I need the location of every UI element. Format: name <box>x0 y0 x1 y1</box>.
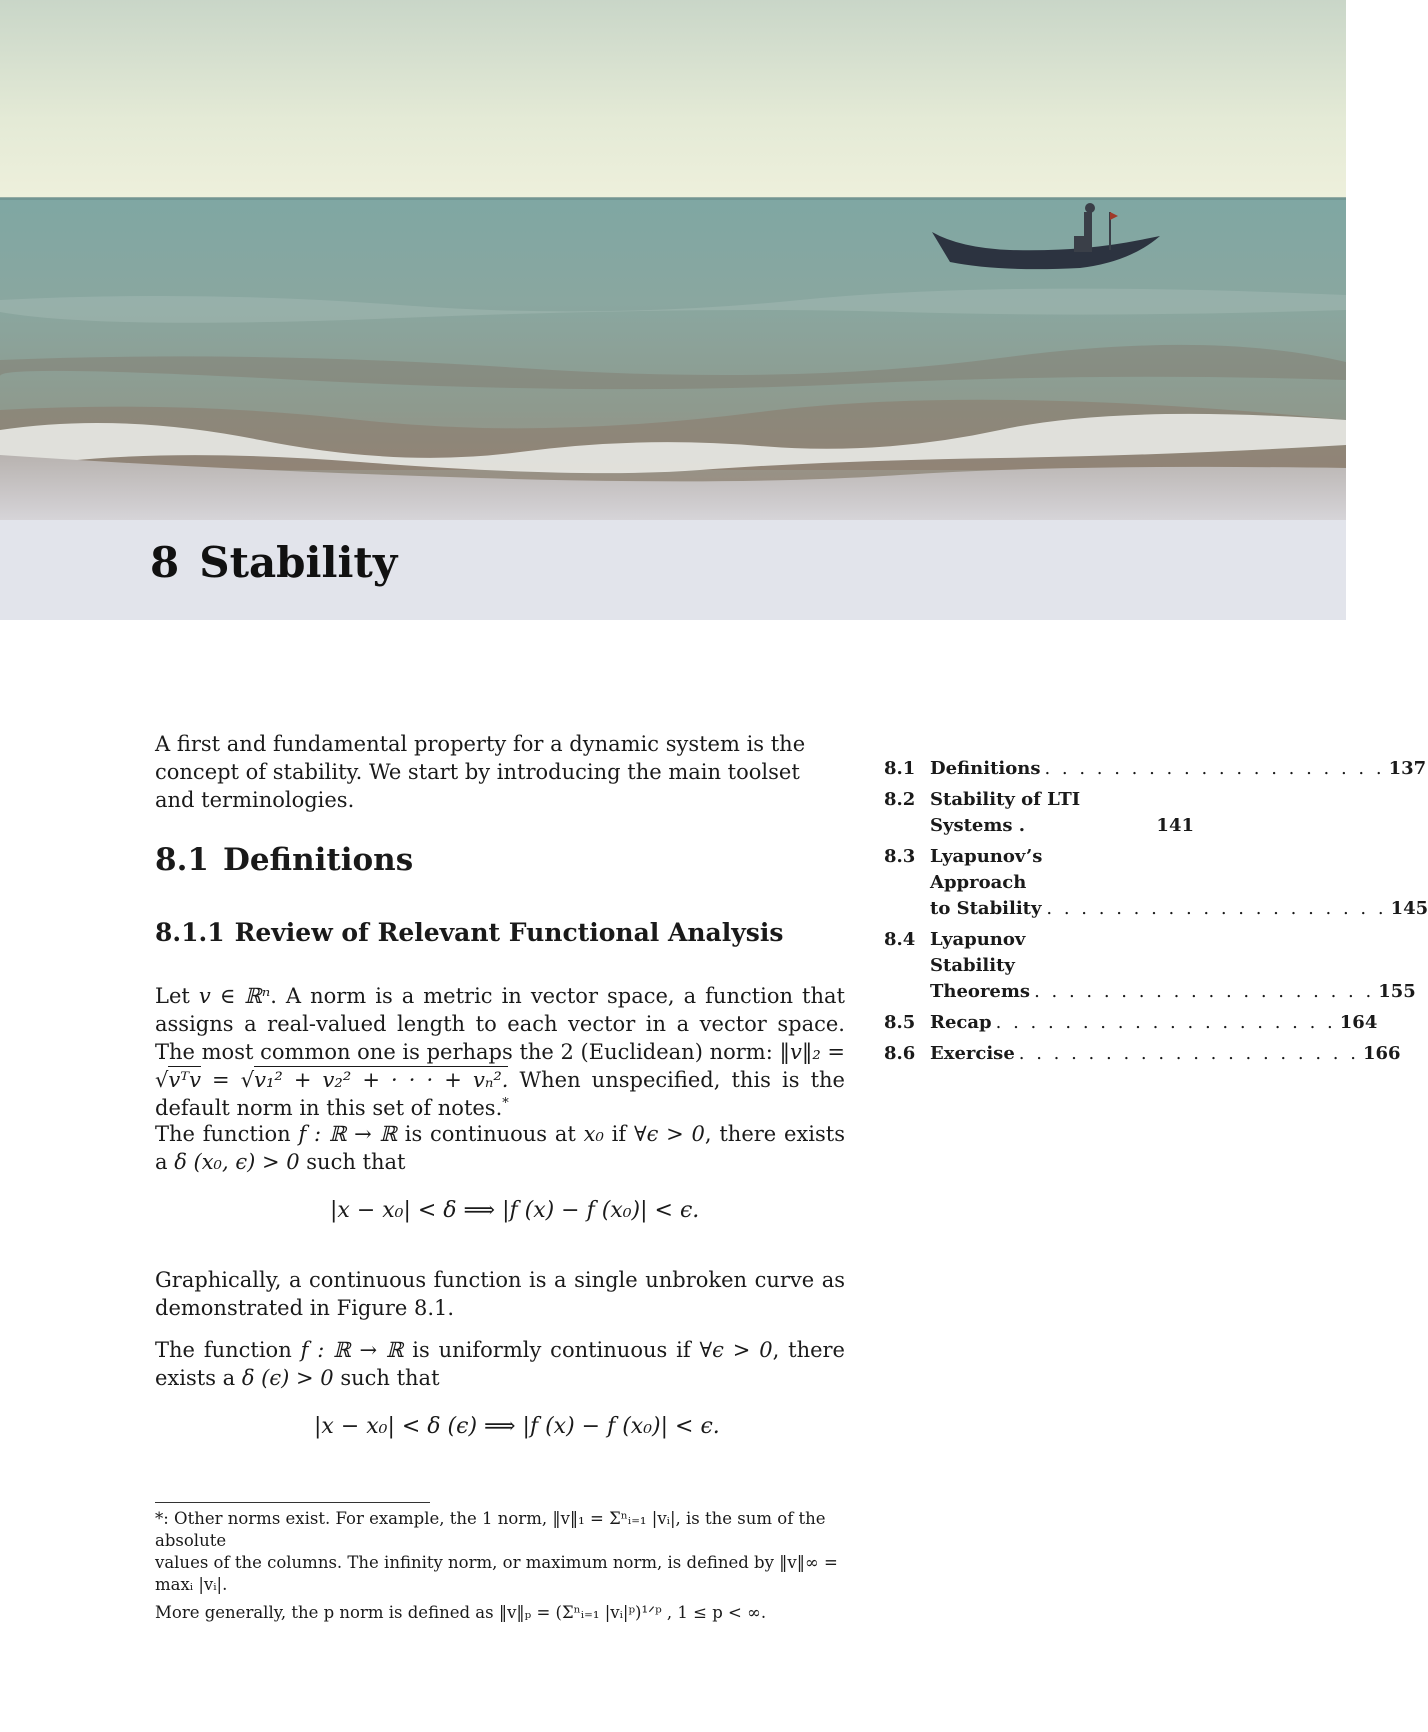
subsection-number: 8.1.1 <box>155 918 225 947</box>
chapter-title-text: Stability <box>199 538 398 587</box>
toc-number: 8.3 <box>884 846 916 867</box>
norm-paragraph: Let v ∈ ℝⁿ. A norm is a metric in vector space, a function that assigns a real-valued length to each vector in a vector space. The most common one is perhaps the 2 (Euclidean) norm: ‖v‖₂ = √vᵀv = √v₁² + v₂² + · · · + vₙ². When unspecified, this is the default norm in this set of notes.* <box>155 984 846 1120</box>
toc-page: 164 <box>1339 1012 1378 1033</box>
toc-number: 8.2 <box>884 789 916 810</box>
toc-item[interactable] <box>884 927 1416 1005</box>
p2-text-c: if <box>603 1122 634 1146</box>
math-forall-eps: ∀ϵ > 0 <box>633 1122 705 1146</box>
toc-item[interactable] <box>884 844 1428 922</box>
toc-number: 8.4 <box>884 929 916 950</box>
toc-title: Recap <box>930 1012 992 1033</box>
toc-number: 8.1 <box>884 758 916 779</box>
p3-text: Graphically, a continuous function is a single unbroken curve as demonstrated in Figure 8.1. <box>155 1268 845 1320</box>
toc-number: 8.5 <box>884 1012 916 1033</box>
section-number: 8.1 <box>155 842 209 878</box>
math-delta-x0-eps: δ (x₀, ϵ) > 0 <box>174 1150 300 1174</box>
toc-leader: . . . . . . . . . . . . . . . . . . . . <box>1018 1043 1359 1064</box>
p1-text-b: . A norm is a metric in vector space, a function that assigns a real-valued length to each vector in a vector space. The most common one is perhaps the 2 (Euclidean) norm: <box>155 984 845 1064</box>
toc-number: 8.6 <box>884 1043 916 1064</box>
toc-item[interactable] <box>884 1041 1401 1067</box>
toc-page: 137 <box>1388 758 1427 779</box>
math-x0: x₀ <box>583 1122 604 1146</box>
toc-page: 166 <box>1362 1043 1401 1064</box>
toc-title: Lyapunov Stability Theorems <box>930 929 1031 1002</box>
footnote <box>155 1508 845 1624</box>
graphical-paragraph <box>155 1266 845 1322</box>
intro-text: A first and fundamental property for a dynamic system is the concept of stability. We start by introducing the main toolset and terminologies. <box>155 732 806 812</box>
math-f-map-2: f : ℝ → ℝ <box>300 1338 404 1362</box>
footnote-line-2: values of the columns. The infinity norm, or maximum norm, is defined by ‖v‖∞ = maxᵢ |vᵢ|. <box>155 1553 838 1594</box>
p4-text-a: The function <box>155 1338 301 1362</box>
math-norm2-rhs: v₁² + v₂² + · · · + vₙ². <box>254 1068 509 1092</box>
toc-title: Lyapunov’s Approach to Stability <box>930 846 1043 919</box>
toc-item[interactable] <box>884 756 1427 782</box>
p4-text-c: , there exists a <box>155 1338 845 1390</box>
toc-item[interactable] <box>884 1010 1378 1036</box>
p4-text-d: such that <box>333 1366 440 1390</box>
continuity-equation: |x − x₀| < δ ⟹ |f (x) − f (x₀)| < ϵ. <box>330 1198 700 1223</box>
p2-text-a: The function <box>155 1122 299 1146</box>
p1-text-a: Let <box>155 984 199 1008</box>
footnote-rule <box>155 1502 430 1503</box>
p2-text-e: such that <box>299 1150 406 1174</box>
footnote-line-3: More generally, the p norm is defined as ‖v‖ₚ = (Σⁿᵢ₌₁ |vᵢ|ᵖ)¹ᐟᵖ , 1 ≤ p < ∞. <box>155 1603 767 1622</box>
p2-text-b: is continuous at <box>396 1122 584 1146</box>
uniform-continuity-equation: |x − x₀| < δ (ϵ) ⟹ |f (x) − f (x₀)| < ϵ. <box>314 1414 720 1439</box>
section-heading <box>155 842 413 878</box>
math-v-in-rn: v ∈ ℝⁿ <box>198 984 271 1008</box>
p2-text-d: , there exists a <box>155 1122 845 1174</box>
section-title: Definitions <box>222 842 414 878</box>
toc-leader: . . . . . . . . . . . . . . . . . . . . <box>1046 898 1387 919</box>
toc-item[interactable] <box>884 787 1194 839</box>
math-norm2-sqrt: vᵀv <box>168 1068 201 1092</box>
subsection-title: Review of Relevant Functional Analysis <box>234 918 784 947</box>
uniform-continuity-paragraph <box>155 1336 845 1392</box>
math-f-map: f : ℝ → ℝ <box>298 1122 397 1146</box>
p4-text-b: is uniformly continuous if <box>403 1338 700 1362</box>
subsection-heading <box>155 918 783 947</box>
footnote-marker: * <box>502 1096 509 1111</box>
toc-title: Definitions <box>930 758 1041 779</box>
math-norm2-eq: = <box>200 1068 241 1092</box>
math-norm2-lhs: ‖v‖₂ = <box>779 1040 846 1064</box>
continuity-paragraph <box>155 1120 845 1176</box>
chapter-title <box>150 538 397 587</box>
footnote-line-1: *: Other norms exist. For example, the 1 norm, ‖v‖₁ = Σⁿᵢ₌₁ |vᵢ|, is the sum of the absolute <box>155 1509 826 1550</box>
toc-page: 145 <box>1390 898 1428 919</box>
toc-title: Stability of LTI Systems . <box>930 789 1081 836</box>
toc-title: Exercise <box>930 1043 1015 1064</box>
p1-text-c: When unspecified, this is the default norm in this set of notes. <box>155 1068 845 1120</box>
toc-leader: . . . . . . . . . . . . . . . . . . . . <box>995 1012 1336 1033</box>
toc-leader: . . . . . . . . . . . . . . . . . . . . <box>1044 758 1385 779</box>
toc-page: 155 <box>1378 981 1416 1002</box>
chapter-number: 8 <box>150 538 180 587</box>
toc-page: 141 <box>1156 815 1194 836</box>
chapter-toc <box>884 756 1428 1072</box>
math-forall-eps-2: ∀ϵ > 0 <box>699 1338 773 1362</box>
toc-leader: . . . . . . . . . . . . . . . . . . . . <box>1034 981 1375 1002</box>
intro-paragraph <box>155 730 845 814</box>
math-delta-eps: δ (ϵ) > 0 <box>241 1366 334 1390</box>
